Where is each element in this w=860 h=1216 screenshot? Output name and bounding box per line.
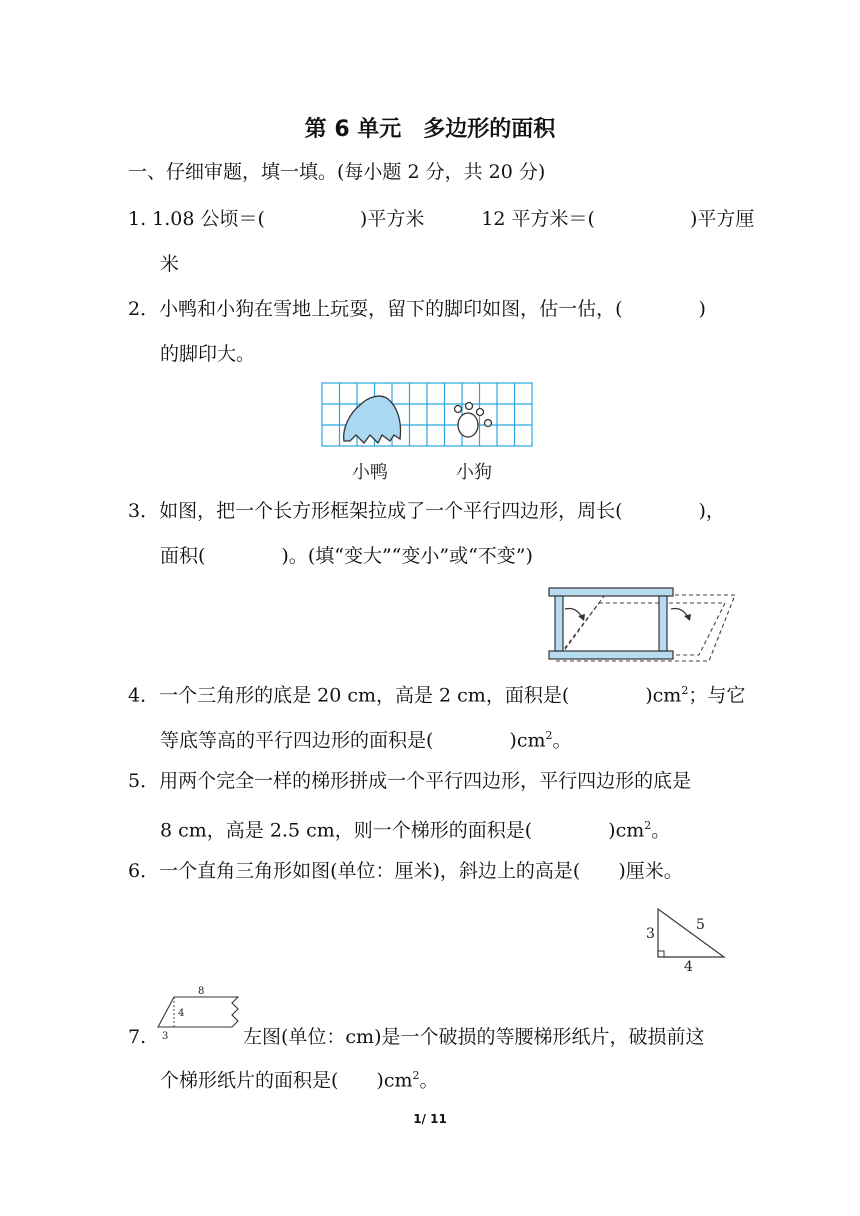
dim-top-label: 8 — [198, 986, 205, 997]
dim-corner-label: 3 — [162, 1031, 169, 1042]
q7-line2: 个梯形纸片的面积是( )$cm^2$。 — [160, 1069, 439, 1092]
superscript: 2 — [644, 819, 652, 832]
page-title: 第 6 单元 多边形的面积 — [304, 117, 556, 142]
section-heading: 一、仔细审题，填一填。(每小题 2 分，共 20 分) — [128, 161, 546, 183]
footprint-grid-figure — [322, 383, 534, 483]
q6-line1: 6．一个直角三角形如图(单位：厘米)，斜边上的高是( )厘米。 — [128, 860, 683, 882]
right-triangle-figure — [640, 905, 730, 975]
q7-line1: 左图(单位：cm)是一个破损的等腰梯形纸片，破损前这 — [243, 1026, 705, 1048]
q4-line1: 4．一个三角形的底是 20 cm，高是 2 cm，面积是( )$cm^2$；与它 — [128, 684, 746, 707]
duck-footprint — [344, 396, 401, 443]
q4-line2: 等底等高的平行四边形的面积是( )$cm^2$。 — [160, 729, 572, 752]
q1-line1: 1. 1.08 公顷＝( )平方米 12 平方米＝( )平方厘 — [128, 208, 755, 230]
label-duck: 小鸭 — [352, 462, 388, 483]
dog-footprint — [455, 403, 492, 438]
q3-line2: 面积( )。(填“变大”“变小”或“不变”) — [160, 545, 533, 567]
label-dog: 小狗 — [456, 462, 492, 483]
side-hypotenuse-label: 5 — [696, 917, 705, 933]
dim-height-label: 4 — [178, 1008, 185, 1019]
broken-trapezoid-figure — [150, 983, 246, 1041]
q1-line2: 米 — [160, 253, 180, 275]
rectangle-frame — [549, 588, 673, 659]
side-vertical-label: 3 — [646, 926, 655, 942]
q5-line1: 5．用两个完全一样的梯形拼成一个平行四边形，平行四边形的底是 — [128, 770, 692, 792]
q2-line2: 的脚印大。 — [160, 343, 256, 365]
frame-figure — [547, 585, 737, 665]
q5-line2: 8 cm，高是 2.5 cm，则一个梯形的面积是( )$cm^2$。 — [160, 819, 671, 842]
side-base-label: 4 — [684, 959, 693, 975]
page-number: 1/ 11 — [413, 1112, 447, 1126]
q7-number: 7. — [128, 1026, 147, 1048]
q2-line1: 2．小鸭和小狗在雪地上玩耍，留下的脚印如图，估一估，( ) — [128, 298, 706, 320]
superscript: 2 — [681, 684, 689, 697]
q3-line1: 3．如图，把一个长方形框架拉成了一个平行四边形，周长( )， — [128, 500, 725, 522]
superscript: 2 — [412, 1069, 420, 1082]
superscript: 2 — [545, 729, 553, 742]
